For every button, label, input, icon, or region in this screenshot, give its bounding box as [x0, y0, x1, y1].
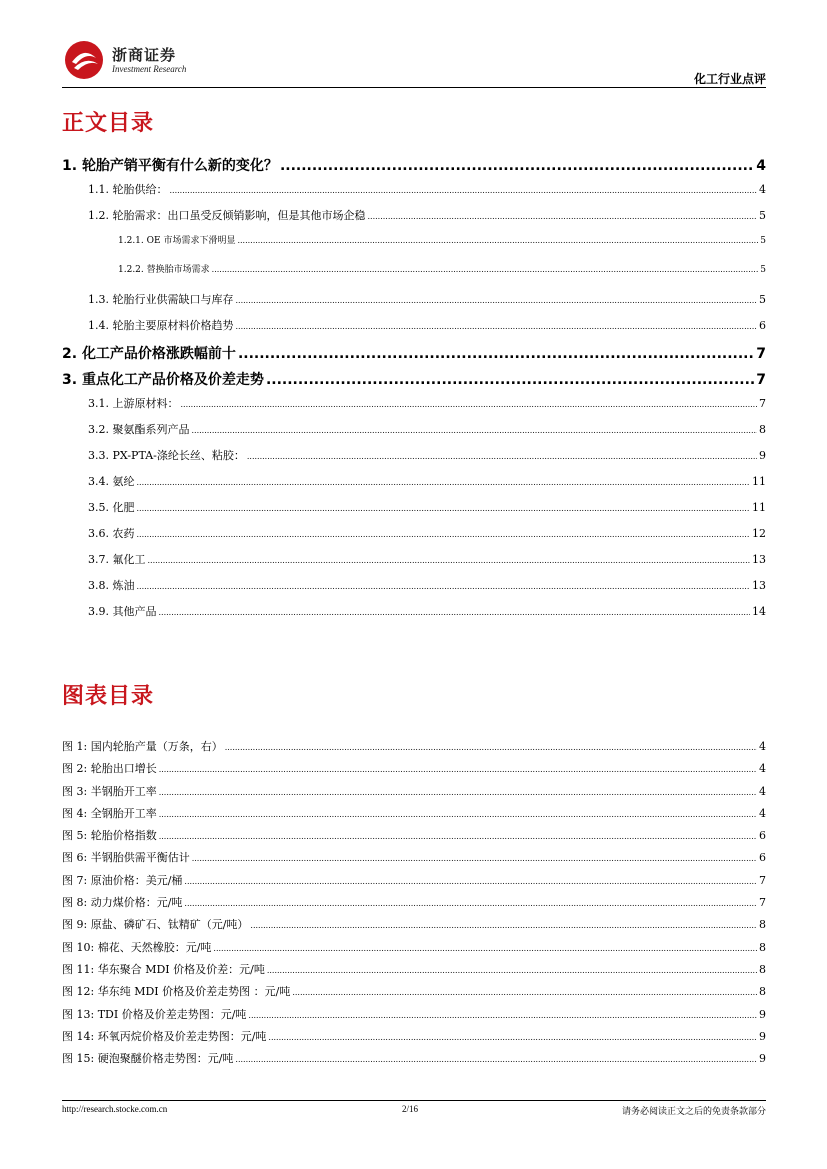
figure-entry-label [62, 760, 157, 776]
toc-entry-text: 替换胎市场需求 [146, 265, 210, 275]
figure-list-title: 图表目录 [62, 684, 155, 709]
toc-entry-page: 5 [760, 265, 766, 275]
toc-entry-page: 13 [752, 553, 766, 566]
toc-leader-dots [137, 478, 751, 487]
footer-divider [62, 1100, 766, 1101]
toc-entry-text: OE 市场需求下滑明显 [146, 236, 236, 246]
brand-name-cn: 浙商证券 [112, 46, 177, 64]
toc-entry-page: 5 [759, 209, 766, 222]
figure-entry-text: 轮胎价格指数 [90, 829, 157, 843]
footer-disclaimer: 请务必阅读正文之后的免责条款部分 [621, 1107, 766, 1117]
figure-entry-number: 图 5: [62, 829, 88, 843]
toc-entry-number: 3.5. [88, 501, 109, 514]
figure-entry[interactable] [62, 805, 766, 827]
toc-entry[interactable] [62, 369, 766, 395]
toc-entry-page: 13 [752, 579, 766, 592]
figure-leader-dots [213, 944, 757, 953]
figure-entry-label [62, 894, 182, 910]
header-divider [62, 87, 766, 88]
toc-entry-page: 6 [759, 319, 766, 332]
figure-entry-text: 硬泡聚醚价格走势图：元/吨 [97, 1052, 234, 1066]
figure-entry[interactable] [62, 983, 766, 1005]
toc-entry-label [88, 473, 135, 489]
figure-leader-dots [250, 921, 757, 930]
toc-leader-dots [181, 400, 758, 409]
figure-entry-text: 动力煤价格：元/吨 [90, 896, 183, 910]
figure-entry[interactable] [62, 827, 766, 849]
figure-entry-number: 图 4: [62, 806, 88, 820]
figure-entry-label [62, 983, 290, 999]
figure-leader-dots [192, 854, 757, 863]
toc-entry[interactable] [62, 447, 766, 473]
toc-entry-text: 上游原材料： [112, 397, 179, 410]
figure-entry-page: 9 [759, 1052, 766, 1066]
toc-entry-page: 7 [756, 372, 766, 388]
toc-entry[interactable] [62, 499, 766, 525]
figure-entry-label [62, 827, 157, 843]
toc-entry-label [88, 447, 245, 463]
toc-entry-text: 化工产品价格涨跌幅前十 [81, 346, 236, 362]
figure-entry-number: 图 12: [62, 985, 95, 999]
toc-entry-number: 1.1. [88, 183, 109, 196]
figure-entry-number: 图 13: [62, 1007, 95, 1021]
toc-entry-text: 氨纶 [112, 475, 135, 488]
figure-entry-page: 9 [759, 1007, 766, 1021]
brand-name-en: Investment Research [112, 64, 187, 74]
toc-entry-text: 重点化工产品价格及价差走势 [81, 372, 264, 388]
figure-entry-number: 图 8: [62, 896, 88, 910]
toc-leader-dots [280, 158, 754, 174]
toc-entry-label [62, 155, 278, 175]
figure-leader-dots [292, 988, 757, 997]
toc-entry-text: 农药 [112, 527, 135, 540]
toc-entry-label [118, 262, 210, 275]
toc-entry-page: 5 [759, 293, 766, 306]
figure-entry-label [62, 1028, 266, 1044]
toc-entry-page: 5 [760, 236, 766, 246]
figure-entry[interactable] [62, 783, 766, 805]
figure-leader-dots [184, 877, 757, 886]
toc-entry-text: 轮胎需求：出口虽受反倾销影响，但是其他市场企稳 [112, 209, 366, 222]
figure-entry-label [62, 1006, 246, 1022]
figure-entry[interactable] [62, 738, 766, 760]
toc-leader-dots [236, 296, 758, 305]
toc-entry-page: 11 [752, 475, 766, 488]
figure-entry-text: TDI 价格及价差走势图：元/吨 [97, 1007, 247, 1021]
toc-entry-label [88, 181, 168, 197]
toc-entry-label [62, 369, 264, 389]
figure-entry-number: 图 7: [62, 873, 88, 887]
report-type: 化工行业点评 [693, 72, 766, 86]
figure-entry-page: 8 [759, 940, 766, 954]
toc-entry[interactable] [62, 551, 766, 577]
toc-entry-text: 化肥 [112, 501, 135, 514]
toc-entry-number: 3.7. [88, 553, 109, 566]
footer-url[interactable]: http://research.stocke.com.cn [62, 1104, 168, 1114]
figure-entry[interactable] [62, 961, 766, 983]
figure-entry[interactable] [62, 760, 766, 782]
toc-entry-number: 2. [62, 346, 78, 362]
toc-entry-page: 11 [752, 501, 766, 514]
toc-title: 正文目录 [62, 111, 155, 136]
toc-entry-page: 14 [752, 605, 766, 618]
figure-entry[interactable] [62, 1050, 766, 1072]
toc-entry-text: 轮胎供给： [112, 183, 168, 196]
toc-entry[interactable] [62, 291, 766, 317]
toc-leader-dots [137, 530, 751, 539]
figure-entry-text: 华东纯 MDI 价格及价差走势图 ：元/吨 [97, 985, 291, 999]
figure-entry-number: 图 2: [62, 762, 88, 776]
figure-entry-label [62, 961, 265, 977]
figure-entry-label [62, 939, 211, 955]
toc-leader-dots [170, 186, 758, 195]
toc-entry-text: 轮胎行业供需缺口与库存 [112, 293, 234, 306]
figure-leader-dots [159, 810, 757, 819]
toc-entry[interactable] [62, 473, 766, 499]
figure-entry-page: 4 [759, 784, 766, 798]
figure-entry-page: 4 [759, 806, 766, 820]
figure-entry-number: 图 1: [62, 740, 88, 753]
toc-entry-label [88, 395, 179, 411]
figure-entry[interactable] [62, 1028, 766, 1050]
toc-entry-label [88, 525, 135, 541]
figure-entry-text: 棉花、天然橡胶：元/吨 [97, 940, 212, 954]
toc-entry[interactable] [62, 207, 766, 233]
toc-entry[interactable] [62, 155, 766, 181]
toc-entry-number: 3.4. [88, 475, 109, 488]
toc-entry[interactable] [62, 395, 766, 421]
figure-entry-label [62, 872, 182, 888]
toc-entry-label [118, 233, 235, 246]
figure-entry-page: 8 [759, 985, 766, 999]
toc-entry-page: 9 [759, 449, 766, 462]
toc-leader-dots [237, 236, 758, 245]
toc-entry[interactable] [62, 525, 766, 551]
figure-entry-page: 6 [759, 851, 766, 865]
toc-leader-dots [368, 212, 758, 221]
toc-entry-text: 聚氨酯系列产品 [112, 423, 190, 436]
figure-entry[interactable] [62, 916, 766, 938]
toc-entry-number: 1.2. [88, 209, 109, 222]
toc-entry-page: 7 [759, 397, 766, 410]
figure-leader-dots [235, 1055, 757, 1064]
toc-leader-dots [192, 426, 758, 435]
toc-entry-text: 轮胎主要原材料价格趋势 [112, 319, 234, 332]
toc-entry-number: 1.3. [88, 293, 109, 306]
toc-entry-number: 3.3. [88, 449, 109, 462]
figure-entry-page: 7 [759, 873, 766, 887]
figure-list [62, 738, 766, 1072]
toc-entry-text: PX-PTA-涤纶长丝、粘胶： [112, 449, 245, 462]
toc-entry[interactable] [62, 577, 766, 603]
table-of-contents [62, 155, 766, 629]
figure-entry-text: 半钢胎开工率 [90, 784, 157, 798]
figure-entry[interactable] [62, 894, 766, 916]
toc-entry[interactable] [62, 421, 766, 447]
toc-leader-dots [148, 556, 751, 565]
toc-entry-label [88, 603, 157, 619]
toc-entry-label [88, 421, 190, 437]
toc-entry-number: 1. [62, 158, 78, 174]
figure-entry-text: 华东聚合 MDI 价格及价差：元/吨 [97, 962, 265, 976]
toc-leader-dots [137, 582, 751, 591]
figure-entry-label [62, 849, 190, 865]
toc-entry-number: 1.2.1. [118, 236, 144, 246]
toc-entry-number: 1.2.2. [118, 265, 144, 275]
figure-entry-number: 图 9: [62, 918, 88, 932]
toc-entry-number: 3. [62, 372, 78, 388]
figure-entry-text: 国内轮胎产量（万条，右） [90, 740, 223, 753]
toc-entry-number: 3.9. [88, 605, 109, 618]
figure-entry[interactable] [62, 1006, 766, 1028]
figure-leader-dots [248, 1011, 757, 1020]
figure-entry-page: 9 [759, 1029, 766, 1043]
figure-leader-dots [184, 899, 757, 908]
toc-entry-text: 其他产品 [112, 605, 157, 618]
figure-entry-number: 图 6: [62, 851, 88, 865]
toc-entry-number: 3.6. [88, 527, 109, 540]
page-number: 2/16 [402, 1104, 419, 1114]
toc-leader-dots [137, 504, 751, 513]
figure-entry-label [62, 738, 223, 754]
company-logo-icon [62, 38, 106, 82]
toc-entry-label [62, 343, 236, 363]
figure-entry-label [62, 805, 157, 821]
figure-entry-text: 全钢胎开工率 [90, 806, 157, 820]
figure-entry[interactable] [62, 849, 766, 871]
figure-entry-text: 原盐、磷矿石、钛精矿（元/吨） [90, 918, 249, 932]
figure-entry-page: 8 [759, 918, 766, 932]
figure-leader-dots [268, 1033, 757, 1042]
figure-entry-text: 半钢胎供需平衡估计 [90, 851, 190, 865]
figure-entry-text: 环氧丙烷价格及价差走势图：元/吨 [97, 1029, 267, 1043]
toc-entry-number: 1.4. [88, 319, 109, 332]
figure-entry-page: 4 [759, 762, 766, 776]
toc-entry-page: 4 [756, 158, 766, 174]
figure-entry-page: 7 [759, 896, 766, 910]
toc-entry-number: 3.8. [88, 579, 109, 592]
figure-entry-number: 图 15: [62, 1052, 95, 1066]
figure-leader-dots [159, 765, 757, 774]
figure-entry[interactable] [62, 939, 766, 961]
toc-entry[interactable] [62, 343, 766, 369]
figure-leader-dots [159, 832, 757, 841]
toc-entry-number: 3.1. [88, 397, 109, 410]
toc-entry-number: 3.2. [88, 423, 109, 436]
figure-entry-label [62, 1050, 233, 1066]
toc-entry-page: 7 [756, 346, 766, 362]
figure-entry-label [62, 916, 248, 932]
figure-entry-page: 8 [759, 962, 766, 976]
toc-entry-label [88, 317, 234, 333]
toc-entry[interactable] [62, 181, 766, 207]
page-header [62, 38, 766, 88]
toc-leader-dots [236, 322, 758, 331]
figure-leader-dots [159, 788, 757, 797]
toc-leader-dots [238, 346, 754, 362]
toc-entry-label [88, 499, 135, 515]
toc-entry-label [88, 291, 234, 307]
toc-leader-dots [159, 608, 751, 617]
toc-entry[interactable] [62, 233, 766, 262]
toc-entry-label [88, 551, 146, 567]
toc-entry-page: 4 [759, 183, 766, 196]
toc-entry-page: 8 [759, 423, 766, 436]
toc-entry-page: 12 [752, 527, 766, 540]
toc-entry[interactable] [62, 603, 766, 629]
figure-entry-number: 图 3: [62, 784, 88, 798]
toc-leader-dots [247, 452, 757, 461]
figure-entry-label [62, 783, 157, 799]
figure-entry-page: 4 [759, 740, 766, 753]
figure-entry-text: 轮胎出口增长 [90, 762, 157, 776]
toc-entry[interactable] [62, 317, 766, 343]
figure-entry-number: 图 14: [62, 1029, 95, 1043]
toc-entry-label [88, 207, 366, 223]
figure-leader-dots [225, 743, 757, 752]
toc-entry-label [88, 577, 135, 593]
figure-entry[interactable] [62, 872, 766, 894]
figure-entry-number: 图 11: [62, 962, 95, 976]
toc-leader-dots [266, 372, 754, 388]
figure-leader-dots [267, 966, 757, 975]
toc-entry-text: 氟化工 [112, 553, 146, 566]
figure-entry-text: 原油价格：美元/桶 [90, 873, 183, 887]
toc-leader-dots [212, 265, 759, 274]
toc-entry[interactable] [62, 262, 766, 291]
toc-entry-text: 炼油 [112, 579, 135, 592]
toc-entry-text: 轮胎产销平衡有什么新的变化？ [81, 158, 278, 174]
figure-entry-page: 6 [759, 829, 766, 843]
figure-entry-number: 图 10: [62, 940, 95, 954]
